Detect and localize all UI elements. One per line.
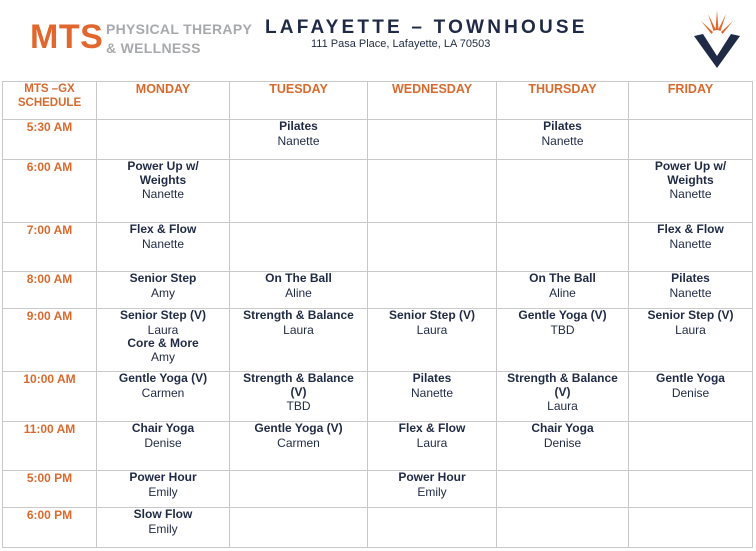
class-name: Pilates bbox=[412, 371, 452, 385]
instructor-name: Emily bbox=[148, 484, 178, 499]
class-name: Gentle Yoga bbox=[656, 371, 725, 385]
instructor-name: Laura bbox=[147, 322, 179, 337]
class-name: Flex & Flow bbox=[657, 222, 724, 236]
day-header-thursday: THURSDAY bbox=[497, 82, 629, 120]
schedule-cell bbox=[97, 272, 230, 309]
time-slot-label: 6:00 AM bbox=[3, 160, 97, 223]
class-name: Chair Yoga bbox=[531, 421, 594, 435]
schedule-cell bbox=[230, 422, 368, 471]
schedule-row bbox=[3, 471, 753, 508]
schedule-cell bbox=[368, 309, 497, 372]
class-name: Gentle Yoga (V) bbox=[518, 308, 607, 322]
class-name: Strength & Balance bbox=[243, 308, 354, 322]
schedule-cell bbox=[230, 508, 368, 548]
instructor-name: Denise bbox=[671, 385, 710, 400]
schedule-cell bbox=[97, 309, 230, 372]
time-slot-label: 8:00 AM bbox=[3, 272, 97, 309]
class-name: Gentle Yoga (V) bbox=[118, 371, 208, 385]
class-name: Senior Step (V) bbox=[388, 308, 475, 322]
day-header-monday: MONDAY bbox=[97, 82, 230, 120]
time-slot-label: 11:00 AM bbox=[3, 422, 97, 471]
schedule-cell bbox=[368, 508, 497, 548]
schedule-row bbox=[3, 309, 753, 372]
schedule-cell bbox=[230, 120, 368, 160]
schedule-cell bbox=[368, 471, 497, 508]
schedule-cell bbox=[97, 372, 230, 422]
instructor-name: Nanette bbox=[669, 236, 712, 251]
instructor-name: Aline bbox=[549, 285, 576, 300]
instructor-name: Aline bbox=[285, 285, 312, 300]
class-name: Power Hour bbox=[129, 470, 197, 484]
instructor-name: Amy bbox=[151, 350, 175, 364]
time-slot-label: 9:00 AM bbox=[3, 309, 97, 372]
time-slot-label: 10:00 AM bbox=[3, 372, 97, 422]
schedule-cell bbox=[230, 223, 368, 272]
instructor-name: Amy bbox=[151, 285, 175, 300]
schedule-row bbox=[3, 160, 753, 223]
schedule-cell bbox=[629, 508, 753, 548]
class-name: Gentle Yoga (V) bbox=[254, 421, 343, 435]
class-name: Core & More bbox=[127, 335, 199, 350]
instructor-name: Carmen bbox=[141, 385, 185, 400]
schedule-cell bbox=[629, 372, 753, 422]
corner-label-line2: SCHEDULE bbox=[17, 97, 82, 109]
schedule-cell bbox=[368, 372, 497, 422]
schedule-cell bbox=[497, 471, 629, 508]
instructor-name: Carmen bbox=[277, 435, 320, 450]
schedule-cell bbox=[497, 160, 629, 223]
class-name: Power Up w/ Weights bbox=[654, 159, 727, 187]
schedule-row bbox=[3, 223, 753, 272]
page-header bbox=[0, 0, 756, 80]
time-slot-label: 5:00 PM bbox=[3, 471, 97, 508]
class-name: Senior Step bbox=[129, 271, 197, 285]
schedule-cell bbox=[97, 471, 230, 508]
schedule-cell bbox=[97, 160, 230, 223]
class-name: Senior Step (V) bbox=[119, 308, 206, 322]
schedule-cell bbox=[497, 309, 629, 372]
schedule-row bbox=[3, 372, 753, 422]
instructor-name: Denise bbox=[144, 435, 182, 450]
schedule-row bbox=[3, 508, 753, 548]
class-name: On The Ball bbox=[265, 271, 332, 285]
class-name: Chair Yoga bbox=[131, 421, 195, 435]
day-header-tuesday: TUESDAY bbox=[230, 82, 368, 120]
location-title: LAFAYETTE – TOWNHOUSE bbox=[265, 17, 588, 38]
day-header-friday: FRIDAY bbox=[629, 82, 753, 120]
instructor-name: TBD bbox=[550, 322, 575, 337]
instructor-name: Laura bbox=[283, 322, 314, 337]
schedule-cell bbox=[629, 120, 753, 160]
schedule-cell bbox=[497, 223, 629, 272]
schedule-cell bbox=[368, 160, 497, 223]
instructor-name: Nanette bbox=[669, 285, 712, 300]
class-name: Power Hour bbox=[398, 470, 466, 484]
instructor-name: Nanette bbox=[277, 133, 320, 148]
schedule-cell bbox=[368, 272, 497, 309]
schedule-cell bbox=[230, 372, 368, 422]
schedule-table bbox=[2, 81, 753, 548]
schedule-cell bbox=[230, 160, 368, 223]
schedule-cell bbox=[97, 120, 230, 160]
schedule-row bbox=[3, 120, 753, 160]
instructor-name: Nanette bbox=[669, 187, 712, 201]
instructor-name: TBD bbox=[286, 399, 311, 413]
schedule-cell bbox=[629, 309, 753, 372]
instructor-name: Nanette bbox=[141, 187, 185, 201]
location-address: 111 Pasa Place, Lafayette, LA 70503 bbox=[311, 38, 491, 50]
schedule-cell bbox=[97, 508, 230, 548]
class-name: Senior Step (V) bbox=[647, 308, 734, 322]
class-name: Pilates bbox=[543, 119, 582, 133]
instructor-name: Nanette bbox=[410, 385, 454, 400]
class-name: Flex & Flow bbox=[129, 222, 197, 236]
instructor-name: Nanette bbox=[541, 133, 584, 148]
class-name: Pilates bbox=[279, 119, 318, 133]
schedule-body bbox=[3, 120, 753, 548]
schedule-cell bbox=[497, 272, 629, 309]
instructor-name: Laura bbox=[547, 399, 578, 413]
class-name: Slow Flow bbox=[133, 507, 193, 521]
schedule-cell bbox=[629, 422, 753, 471]
schedule-cell bbox=[368, 223, 497, 272]
schedule-cell bbox=[629, 272, 753, 309]
schedule-cell bbox=[497, 508, 629, 548]
brand-tagline-line2: & WELLNESS bbox=[106, 40, 201, 56]
schedule-cell bbox=[368, 422, 497, 471]
time-slot-label: 6:00 PM bbox=[3, 508, 97, 548]
instructor-name: Emily bbox=[417, 484, 447, 499]
class-name: On The Ball bbox=[529, 271, 596, 285]
class-name: Strength & Balance (V) bbox=[507, 371, 618, 399]
mts-logo-icon bbox=[692, 8, 742, 70]
schedule-cell bbox=[230, 272, 368, 309]
schedule-cell bbox=[629, 223, 753, 272]
schedule-header-row bbox=[3, 82, 753, 120]
schedule-cell bbox=[97, 223, 230, 272]
instructor-name: Emily bbox=[148, 521, 178, 536]
day-header-wednesday: WEDNESDAY bbox=[368, 82, 497, 120]
class-name: Flex & Flow bbox=[398, 421, 466, 435]
schedule-row bbox=[3, 272, 753, 309]
schedule-cell bbox=[629, 160, 753, 223]
time-slot-label: 7:00 AM bbox=[3, 223, 97, 272]
instructor-name: Denise bbox=[543, 435, 582, 450]
brand-tagline-line1: PHYSICAL THERAPY bbox=[106, 21, 253, 37]
schedule-cell bbox=[497, 120, 629, 160]
corner-label-line1: MTS –GX bbox=[24, 83, 75, 95]
class-name: Strength & Balance (V) bbox=[243, 371, 354, 399]
time-slot-label: 5:30 AM bbox=[3, 120, 97, 160]
instructor-name: Nanette bbox=[141, 236, 185, 251]
instructor-name: Laura bbox=[675, 322, 706, 337]
schedule-cell bbox=[230, 309, 368, 372]
class-name: Pilates bbox=[671, 271, 710, 285]
schedule-corner-label bbox=[3, 82, 97, 120]
instructor-name: Laura bbox=[416, 435, 448, 450]
instructor-name: Laura bbox=[416, 322, 448, 337]
schedule-cell bbox=[497, 422, 629, 471]
schedule-cell bbox=[230, 471, 368, 508]
schedule-cell bbox=[497, 372, 629, 422]
schedule-cell bbox=[629, 471, 753, 508]
schedule-cell bbox=[97, 422, 230, 471]
class-name: Power Up w/ Weights bbox=[127, 159, 199, 187]
schedule-cell bbox=[368, 120, 497, 160]
schedule-row bbox=[3, 422, 753, 471]
brand-mts-wordmark: MTS bbox=[30, 18, 104, 56]
